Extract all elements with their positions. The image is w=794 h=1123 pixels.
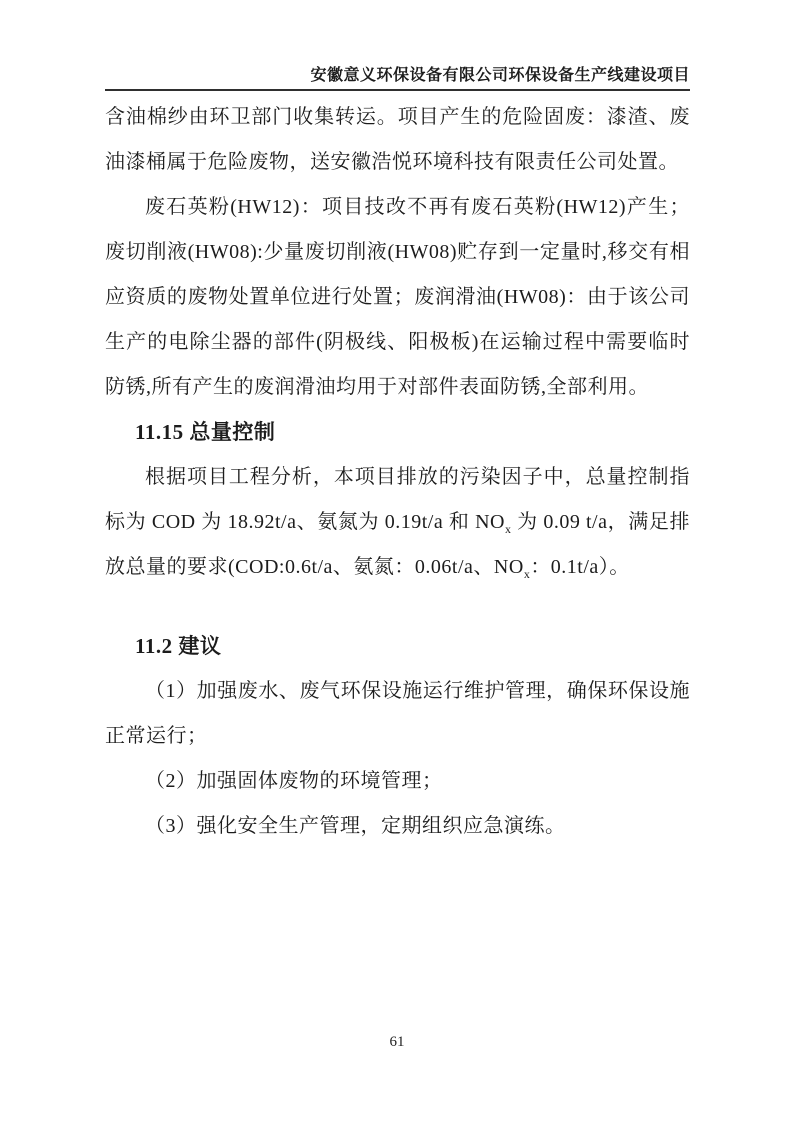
page-header [105, 64, 690, 91]
suggestion-item-2: （2）加强固体废物的环境管理； [145, 770, 443, 792]
page-content [105, 64, 690, 849]
header-project-title: 安徽意义环保设备有限公司环保设备生产线建设项目 [310, 67, 690, 84]
total-control-text-3: ：0.1t/a）。 [530, 556, 630, 578]
nox-subscript-1: x [505, 522, 512, 536]
paragraph-hazwaste-disposal: 废石英粉(HW12)：项目技改不再有废石英粉(HW12)产生；废切削液(HW08):少量废切削液(HW08)贮存到一定量时,移交有相应资质的废物处置单位进行处置；废润滑油(HW08)：由于该公司生产的电除尘器的部件(阴极线、阳极板)在运输过程中需要临时防锈,所有产生的废润滑油均用于对部件表面防锈,全部利用。 [105, 196, 690, 398]
total-control-text-2: 为 0.09 t/a，满足排放总量的要求(COD:0.6t/a、氨氮：0.06t/a、NO [105, 511, 691, 578]
suggestion-item-1: （1）加强废水、废气环保设施运行维护管理，确保环保设施正常运行； [105, 680, 690, 747]
paragraph-total-control [105, 455, 690, 590]
total-control-text-1: 根据项目工程分析，本项目排放的污染因子中，总量控制指标为 COD 为 18.92t/a、氨氮为 0.19t/a 和 NO [105, 466, 690, 533]
nox-subscript-2: x [523, 567, 531, 581]
heading-suggestions: 11.2 建议 [135, 634, 222, 658]
heading-total-control: 11.15 总量控制 [135, 420, 276, 444]
suggestion-item-3: （3）强化安全生产管理，定期组织应急演练。 [145, 815, 566, 837]
paragraph-hazwaste-continued: 含油棉纱由环卫部门收集转运。项目产生的危险固废：漆渣、废油漆桶属于危险废物，送安徽浩悦环境科技有限责任公司处置。 [105, 106, 690, 173]
page-number: 61 [389, 1034, 405, 1050]
